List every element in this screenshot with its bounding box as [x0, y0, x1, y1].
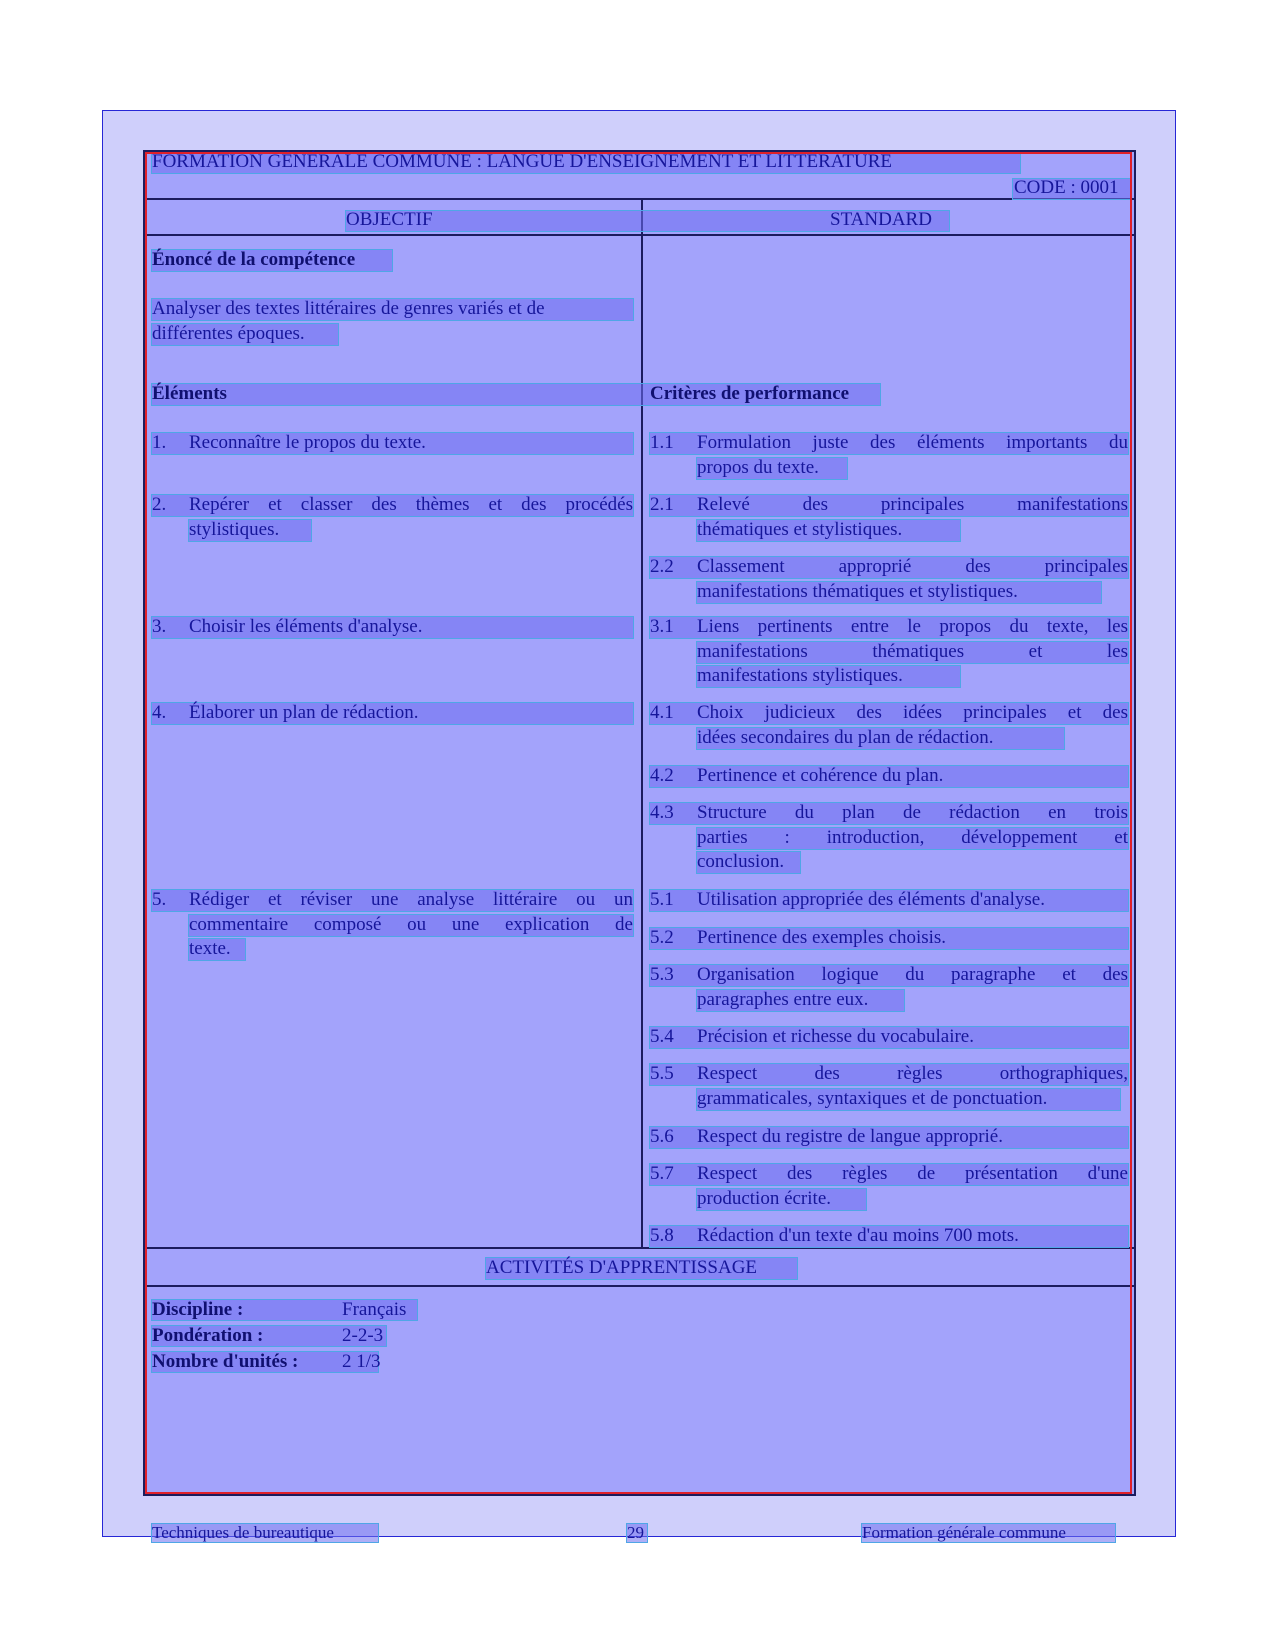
critere-text: Organisation logique du paragraphe et des — [697, 964, 1128, 985]
critere-number: 5.8 — [650, 1225, 674, 1246]
critere-text: conclusion. — [697, 851, 785, 872]
critere-text: Formulation juste des éléments importants du — [697, 432, 1128, 453]
critere-text: Pertinence des exemples choisis. — [697, 927, 947, 948]
element-number: 2. — [152, 494, 167, 515]
divider-activites-bottom — [143, 1285, 1136, 1287]
discipline-value: Français — [342, 1299, 407, 1320]
critere-number: 2.2 — [650, 556, 674, 577]
column-objectif: OBJECTIF — [346, 209, 433, 230]
ponderation-label: Pondération : — [152, 1325, 264, 1346]
discipline-label: Discipline : — [152, 1299, 244, 1320]
footer-left: Techniques de bureautique — [152, 1523, 334, 1542]
critere-text: manifestations stylistiques. — [697, 665, 903, 686]
critere-number: 4.3 — [650, 802, 674, 823]
element-text: Repérer et classer des thèmes et des procédés — [189, 494, 633, 515]
critere-text: idées secondaires du plan de rédaction. — [697, 726, 994, 748]
critere-number: 3.1 — [650, 616, 674, 637]
header-title: FORMATION GÉNÉRALE COMMUNE : LANGUE D'ENSEIGNEMENT ET LITTÉRATURE — [152, 151, 892, 172]
critere-text: Choix judicieux des idées principales et des — [697, 702, 1128, 723]
footer-page-number: 29 — [627, 1523, 644, 1542]
critere-text: manifestations thématiques et les — [697, 640, 1128, 662]
heading-criteres: Critères de performance — [650, 383, 850, 404]
element-text: Rédiger et réviser une analyse littéraire ou un — [189, 889, 633, 910]
ponderation-value: 2-2-3 — [342, 1325, 384, 1346]
critere-number: 2.1 — [650, 494, 674, 515]
critere-text: parties : introduction, développement et — [697, 826, 1128, 848]
element-number: 5. — [152, 889, 167, 910]
element-number: 4. — [152, 702, 167, 723]
critere-number: 4.1 — [650, 702, 674, 723]
column-divider — [641, 198, 643, 1248]
critere-text: Respect des règles orthographiques, — [697, 1063, 1128, 1084]
competence-line2: différentes époques. — [152, 323, 305, 344]
element-number: 3. — [152, 616, 167, 637]
competence-line1: Analyser des textes littéraires de genres variés et de — [152, 298, 545, 319]
critere-text: paragraphes entre eux. — [697, 988, 869, 1010]
critere-number: 5.7 — [650, 1163, 674, 1184]
critere-number: 4.2 — [650, 765, 674, 786]
critere-text: Respect des règles de présentation d'une — [697, 1163, 1128, 1184]
critere-number: 5.3 — [650, 964, 674, 985]
critere-text: Pertinence et cohérence du plan. — [697, 765, 944, 786]
critere-text: Relevé des principales manifestations — [697, 494, 1128, 515]
critere-number: 5.1 — [650, 889, 674, 910]
divider-header — [143, 198, 1136, 200]
critere-text: production écrite. — [697, 1187, 832, 1209]
element-text: commentaire composé ou une explication de — [189, 913, 633, 935]
unites-label: Nombre d'unités : — [152, 1351, 299, 1372]
critere-text: Utilisation appropriée des éléments d'analyse. — [697, 889, 1045, 910]
element-text: Choisir les éléments d'analyse. — [189, 616, 423, 637]
critere-text: propos du texte. — [697, 456, 819, 478]
critere-number: 5.6 — [650, 1126, 674, 1147]
element-text: Élaborer un plan de rédaction. — [189, 702, 419, 723]
element-number: 1. — [152, 432, 167, 453]
header-code: CODE : 0001 — [1014, 177, 1119, 198]
critere-text: Rédaction d'un texte d'au moins 700 mots. — [697, 1225, 1019, 1246]
unites-value: 2 1/3 — [342, 1351, 381, 1372]
competence-heading: Énoncé de la compétence — [152, 249, 356, 270]
critere-text: Liens pertinents entre le propos du texte, les — [697, 616, 1128, 637]
element-text: stylistiques. — [189, 518, 280, 540]
critere-number: 5.4 — [650, 1026, 674, 1047]
critere-text: thématiques et stylistiques. — [697, 518, 903, 540]
heading-elements: Éléments — [152, 383, 227, 404]
critere-number: 1.1 — [650, 432, 674, 453]
critere-text: Respect du registre de langue approprié. — [697, 1126, 1003, 1147]
activites-title: ACTIVITÉS D'APPRENTISSAGE — [486, 1257, 758, 1278]
critere-text: grammaticales, syntaxiques et de ponctuation. — [697, 1087, 1048, 1109]
critere-number: 5.5 — [650, 1063, 674, 1084]
footer-right: Formation générale commune — [862, 1523, 1066, 1542]
divider-columns — [143, 234, 1136, 236]
critere-text: Précision et richesse du vocabulaire. — [697, 1026, 974, 1047]
critere-number: 5.2 — [650, 927, 674, 948]
column-standard: STANDARD — [830, 209, 932, 230]
element-text: Reconnaître le propos du texte. — [189, 432, 426, 453]
critere-text: Structure du plan de rédaction en trois — [697, 802, 1128, 823]
critere-text: manifestations thématiques et stylistiques. — [697, 580, 1018, 602]
element-text: texte. — [189, 938, 231, 959]
critere-text: Classement approprié des principales — [697, 556, 1128, 577]
